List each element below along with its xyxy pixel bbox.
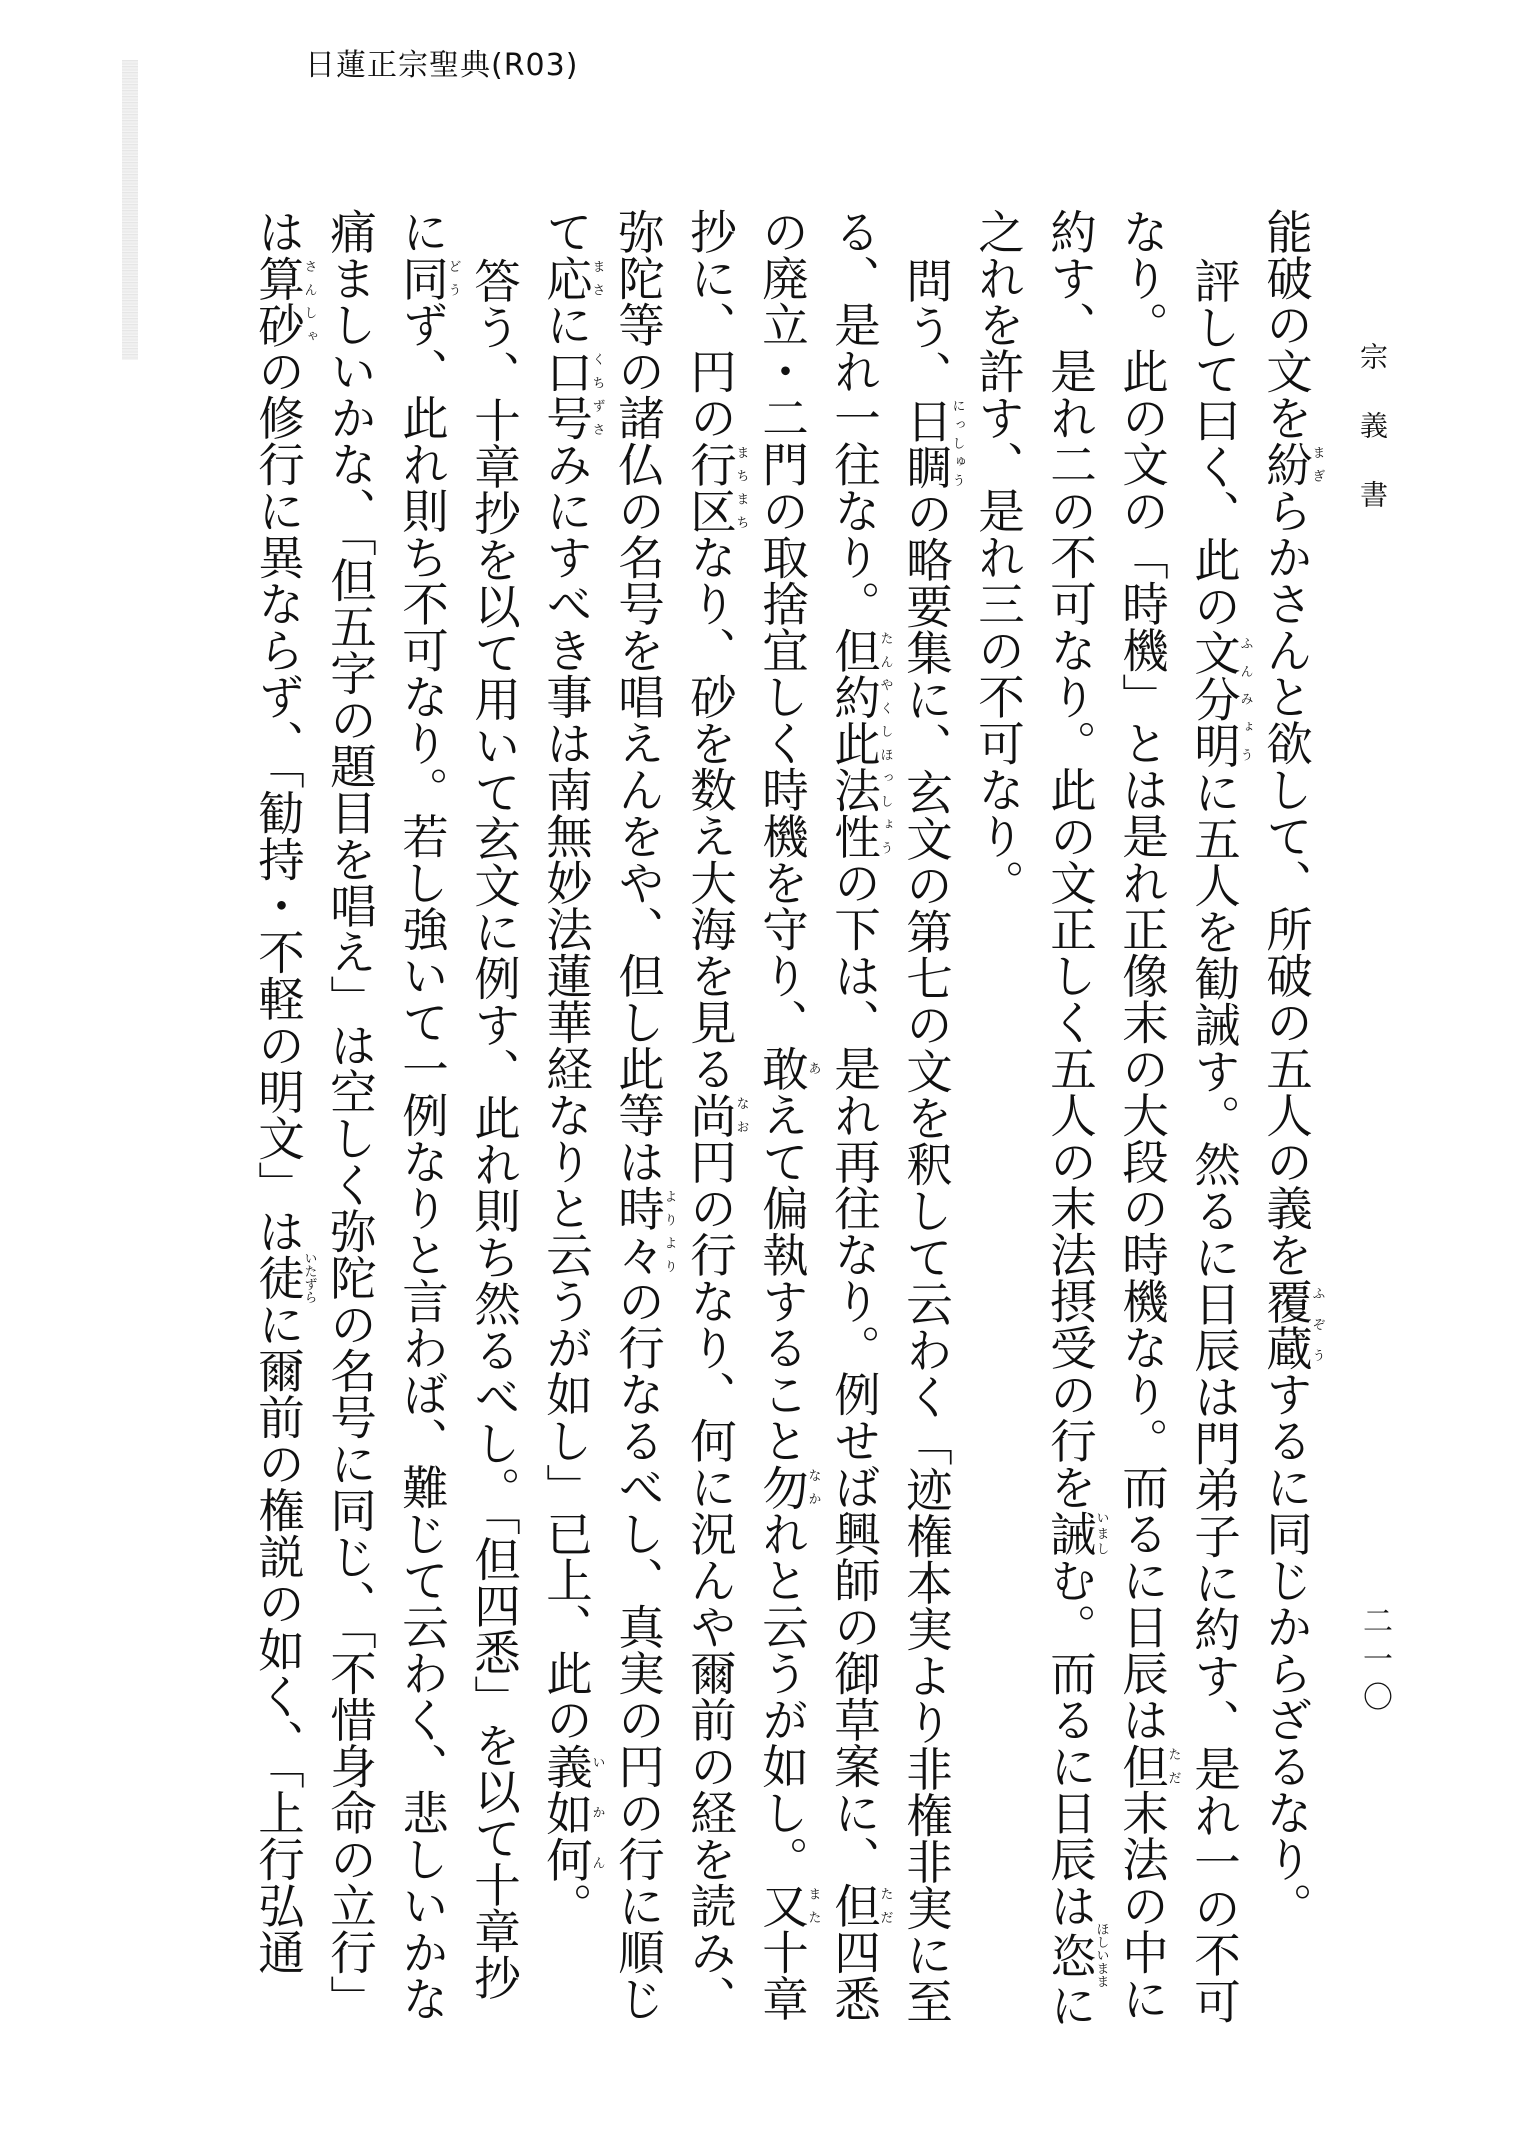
text-column: 問う、日睭にっしゅうの略要集に、玄文の第七の文を釈して云わく「迹権本実より非権非実に至	[899, 257, 965, 2024]
text-column: に同どうず、此れ則ち不可なり。若し強いて一例なりと言わば、難じて云わく、悲しいかな	[395, 208, 461, 2022]
text-column: て応まさに口号くちずさみにすべき事は南無妙法蓮華経なりと云うが如し」已上、此の義如何いかん。	[539, 208, 605, 1929]
text-column: 之れを許す、是れ三の不可なり。	[971, 208, 1025, 906]
scan-edge-shadow	[122, 60, 138, 360]
text-column: は算砂さんしゃの修行に異ならず、「勧持・不軽の明文」は徒いたずらに爾前の権説の如く、「上行弘通	[251, 208, 317, 1975]
text-column: 約す、是れ二の不可なり。此の文正しく五人の末法摂受の行を誡いましむ。而るに日辰は恣ほしいままに	[1043, 208, 1109, 2028]
text-column: なり。此の文の「時機」とは是れ正像末の大段の時機なり。而るに日辰は但ただ末法の中に	[1115, 208, 1181, 2022]
document-header: 日蓮正宗聖典(R03)	[305, 48, 579, 83]
text-column: 能破の文を紛まぎらかさんと欲して、所破の五人の義を覆蔵ふぞうするに同じからざるなり。	[1259, 208, 1325, 1929]
page-number: 二一〇	[1357, 1605, 1392, 1719]
text-column: 抄に、円の行区まちまちなり、砂を数え大海を見る尚なお円の行なり、何に況んや爾前の経を読み、	[683, 208, 749, 2022]
text-column: 評して曰く、此の文分明ふんみょうに五人を勧誡す。然るに日辰は門弟子に約す、是れ一の不可	[1187, 257, 1253, 2024]
text-column: 答う、十章抄を以て用いて玄文に例す、此れ則ち然るべし。「但四悉」を以て十章抄	[467, 257, 521, 2001]
running-head: 宗 義 書	[1356, 342, 1389, 524]
text-column: 弥陀等の諸仏の名号を唱えんをや、但し此等は時々よりよりの行なるべし、真実の円の行に順じ	[611, 208, 677, 2022]
text-column: 痛ましいかな、「但五字の題目を唱え」は空しく弥陀の名号に同じ、「不惜身命の立行」	[323, 208, 377, 2022]
text-column: る、是れ一往なり。但約此法性たんやくしほっしょうの下は、是れ再往なり。例せば興師の御草案に、但ただ四悉	[827, 208, 893, 2022]
text-column: の廃立・二門の取捨宜しく時機を守り、敢あえて偏執すること勿なかれと云うが如し。又また十章	[755, 208, 821, 2022]
